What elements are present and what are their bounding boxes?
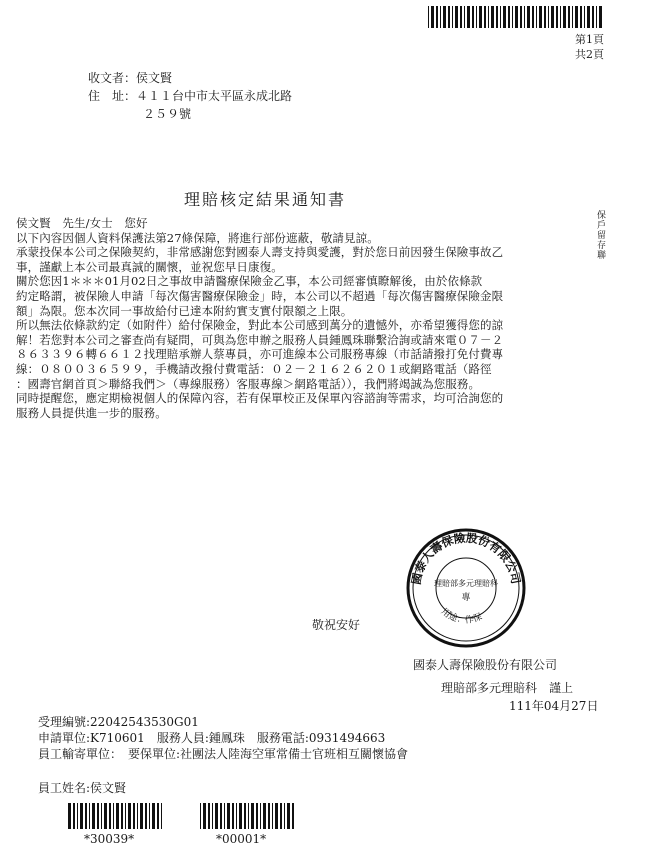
barcode-bar [556,6,558,28]
svg-text:用途：作保 [439,606,484,626]
barcode-bar [596,6,597,28]
body-lines [16,231,596,421]
barcode-bar [563,6,566,28]
barcode-bar [436,6,438,28]
barcode-bar [431,6,434,28]
barcode-bar [244,803,246,829]
barcode-bar [551,6,554,28]
barcode-bar [149,803,150,829]
greeting: 侯文賢 先生/女士 您好 [16,216,148,230]
barcode-bar [161,803,162,829]
company-seal [404,526,528,650]
barcode-bar [568,6,570,28]
barcode-bar [539,6,542,28]
barcode-bar [157,803,159,829]
barcode-bar [448,6,450,28]
barcode-bar [587,6,590,28]
body-line: 所以無法依條款約定（如附件）給付保險金，對此本公司感到萬分的遺憾外，亦希望獲得您的諒 [16,318,504,333]
closing-department: 理賠部多元理賠科 謹上 [441,681,574,695]
body-line: 約定略謂，被保險人申請「每次傷害醫療保險金」時，本公司以不超過「每次傷害醫療保險金限 [16,288,504,303]
recipient-name: 收文者：侯文賢 [88,71,173,85]
body-line: 解！若您對本公司之審查尚有疑問，可與為您申辦之服務人員鍾鳳珠聯繫洽詢或請來電０７－２ [16,332,504,347]
barcode-bar [85,803,87,829]
barcode-bar [287,803,290,829]
barcode-bar [80,803,83,829]
barcode-bar [508,6,510,28]
body-line: ８６３３９６轉６６１２找理賠承辦人蔡專員，亦可進線本公司服務專線（市話請撥打免付費專 [16,347,504,362]
barcode-bar [467,6,470,28]
closing-regards: 敬祝安好 [312,618,361,632]
barcode-bar [248,803,249,829]
body-line: 線：０８００３６５９９，手機請改撥付費電話：０２－２１６２６２０１或網路電話（路徑 [16,361,492,376]
barcode-bar [212,803,213,829]
barcode-bar [472,6,474,28]
employee-unit: 員工輸寄單位： 要保單位:社團法人陸海空軍常備士官班相互關懷協會 [38,747,409,761]
barcode-bar [292,803,294,829]
barcode-2 [200,803,296,829]
body-line: 關於您因1＊＊＊01月02日之事故申請醫療保險金乙事，本公司經審慎瞭解後，由於依條款 [16,274,483,289]
barcode-bar [503,6,506,28]
barcode-bar [200,803,201,829]
barcode-bar [208,803,210,829]
barcode-bar [479,6,482,28]
barcode-bar [137,803,138,829]
barcode-bar [236,803,237,829]
seal-inner-char: 專 [461,593,471,603]
barcode-bar [68,803,71,829]
barcode-bar [275,803,278,829]
barcode-bar [452,6,453,28]
barcode-bar [496,6,498,28]
barcode-bar [133,803,135,829]
barcode-bar [73,803,75,829]
barcode-bar [227,803,230,829]
barcode-bar [440,6,441,28]
seal-note: 用途：作保 [438,606,484,626]
barcode-bar [599,6,602,28]
barcode-bar [89,803,90,829]
barcode-bar [524,6,525,28]
barcode-bar [203,803,206,829]
barcode-bar [476,6,477,28]
barcode-bar [484,6,486,28]
barcode-bar [145,803,147,829]
barcode-bar [263,803,266,829]
barcode-bar [272,803,273,829]
letter-body [16,216,596,420]
document-title: 理賠核定結果通知書 [184,190,347,209]
barcode-bar [239,803,242,829]
recipient-address-line1: 住 址：４１１台中市太平區永成北路 [88,89,293,103]
seal-dept: 理賠部多元理賠科 [434,579,498,588]
barcode-bar [280,803,282,829]
top-barcode [428,6,606,28]
barcode-bar [512,6,513,28]
barcode-bar [575,6,578,28]
body-line: ：國壽官網首頁＞聯絡我們＞（專線服務）客服專線＞網路電話）），我們將竭誠為您服務。 [16,376,481,391]
body-line: 以下內容因個人資料保護法第27條保障，將進行部份遮蔽，敬請見諒。 [16,230,379,245]
barcode-bar [140,803,143,829]
barcode-bar [532,6,534,28]
barcode-bar [464,6,465,28]
barcode-bar [97,803,99,829]
barcode-bar [560,6,561,28]
barcode-bar [455,6,458,28]
barcode-bar [592,6,594,28]
barcode-1 [68,803,164,829]
barcode-bar [224,803,225,829]
seal-graphic [404,526,528,650]
barcode-bar [260,803,261,829]
barcode-bar [460,6,462,28]
barcode-bar [520,6,522,28]
barcode-bar [109,803,111,829]
barcode-bar [572,6,573,28]
barcode-bar [428,6,429,28]
barcode-bar [548,6,549,28]
barcode-bar [284,803,285,829]
barcode-bar [220,803,222,829]
barcode-bar [116,803,119,829]
barcode-bar [113,803,114,829]
barcode-bar [527,6,530,28]
closing-company: 國泰人壽保險股份有限公司 [413,658,558,672]
barcode-bar [121,803,123,829]
seal-company: 國泰人壽保險股份有限公司 [408,530,524,586]
barcode-bar [544,6,546,28]
barcode-1-label: *30039* [84,832,135,846]
body-line: 同時提醒您，應定期檢視個人的保障內容，若有保單校正及保單內容諮詢等需求，均可洽詢您的 [16,391,504,406]
barcode-bar [101,803,102,829]
barcode-bar [215,803,218,829]
barcode-bar [77,803,78,829]
barcode-bar [580,6,582,28]
claim-number: 受理編號:22042543530G01 [38,715,199,729]
barcode-2-label: *00001* [216,832,267,846]
body-line: 服務人員提供進一步的服務。 [16,405,167,420]
body-line: 事，謹獻上本公司最真誠的關懷，並祝您早日康復。 [16,259,283,274]
barcode-bar [536,6,537,28]
recipient-address-line2: ２５９號 [143,107,192,121]
body-line: 承蒙投保本公司之保險契約，非常感謝您對國泰人壽支持與愛護，對於您日前因發生保險事故乙 [16,245,504,260]
barcode-bar [92,803,95,829]
barcode-bar [488,6,489,28]
barcode-bar [251,803,254,829]
side-note: 保戶留存聯 [595,210,605,260]
page-number: 第1頁 [575,33,604,46]
page-total: 共2頁 [575,48,604,61]
employee-name: 員工姓名:侯文賢 [38,781,127,795]
barcode-bar [268,803,270,829]
barcode-bar [443,6,446,28]
barcode-bar [500,6,501,28]
closing-date: 111年04月27日 [509,699,599,713]
barcode-bar [128,803,131,829]
barcode-bar [232,803,234,829]
barcode-bar [125,803,126,829]
applicant-unit: 申請單位:K710601 服務人員:鍾鳳珠 服務電話:0931494663 [38,731,386,745]
barcode-bar [104,803,107,829]
barcode-bar [256,803,258,829]
barcode-bar [515,6,518,28]
body-line: 額」為限。您本次同一事故給付已達本附約實支實付限額之上限。 [16,303,353,318]
barcode-bar [152,803,155,829]
barcode-bar [584,6,585,28]
barcode-bar [491,6,494,28]
